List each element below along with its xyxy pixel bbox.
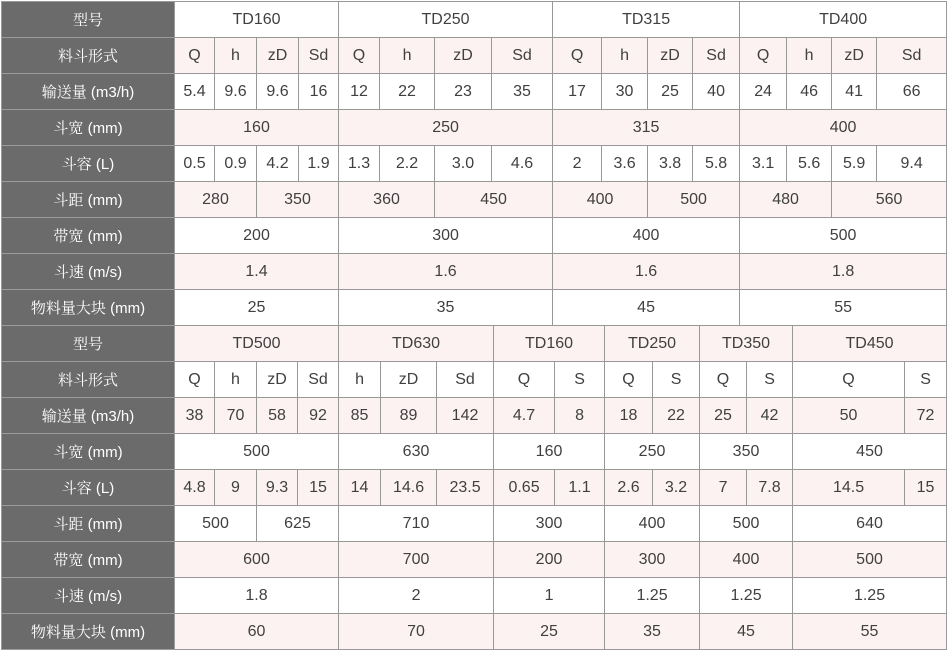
- spec-cell: 3.2: [653, 470, 700, 506]
- spec-cell: 2: [339, 578, 494, 614]
- spec-cell: 8: [555, 398, 605, 434]
- spec-cell: 160: [175, 110, 339, 146]
- spec-cell: 5.4: [175, 74, 215, 110]
- spec-cell: h: [380, 38, 435, 74]
- spec-cell: 35: [339, 290, 553, 326]
- table-row-belt-width: [2, 542, 947, 578]
- spec-cell: 400: [740, 110, 947, 146]
- spec-cell: 500: [175, 506, 257, 542]
- spec-cell: 3.8: [648, 146, 693, 182]
- spec-cell: 25: [175, 290, 339, 326]
- spec-cell: 625: [257, 506, 339, 542]
- spec-cell: 250: [605, 434, 700, 470]
- spec-cell: 60: [175, 614, 339, 650]
- model-name-cell: TD315: [553, 2, 740, 38]
- spec-cell: 45: [553, 290, 740, 326]
- row-label-max-lump-size: 物料量大块 (mm): [2, 290, 175, 326]
- spec-cell: S: [653, 362, 700, 398]
- spec-cell: 3.6: [602, 146, 648, 182]
- spec-cell: 25: [494, 614, 605, 650]
- spec-cell: 22: [653, 398, 700, 434]
- spec-cell: 4.6: [492, 146, 553, 182]
- spec-cell: 2: [553, 146, 602, 182]
- table-row-model: [2, 326, 947, 362]
- spec-cell: 450: [793, 434, 947, 470]
- spec-cell: 4.8: [175, 470, 215, 506]
- spec-cell: 400: [700, 542, 793, 578]
- spec-cell: 1.6: [553, 254, 740, 290]
- spec-cell: 92: [298, 398, 339, 434]
- model-name-cell: TD450: [793, 326, 947, 362]
- spec-cell: Sd: [877, 38, 947, 74]
- spec-cell: 350: [700, 434, 793, 470]
- spec-cell: 40: [693, 74, 740, 110]
- row-label-bucket-speed: 斗速 (m/s): [2, 578, 175, 614]
- row-label-bucket-speed: 斗速 (m/s): [2, 254, 175, 290]
- spec-cell: 25: [700, 398, 747, 434]
- spec-cell: 22: [380, 74, 435, 110]
- spec-cell: 4.7: [494, 398, 555, 434]
- spec-cell: 1.9: [299, 146, 339, 182]
- spec-cell: 30: [602, 74, 648, 110]
- spec-cell: 160: [494, 434, 605, 470]
- spec-cell: 0.5: [175, 146, 215, 182]
- spec-cell: 200: [494, 542, 605, 578]
- spec-cell: 630: [339, 434, 494, 470]
- spec-cell: h: [339, 362, 381, 398]
- row-label-capacity: 输送量 (m3/h): [2, 398, 175, 434]
- spec-cell: zD: [435, 38, 492, 74]
- spec-cell: 35: [605, 614, 700, 650]
- spec-cell: 1.1: [555, 470, 605, 506]
- table-row-bucket-type: [2, 362, 947, 398]
- row-label-belt-width: 带宽 (mm): [2, 218, 175, 254]
- spec-cell: zD: [832, 38, 877, 74]
- table-row-model: [2, 2, 947, 38]
- spec-cell: 18: [605, 398, 653, 434]
- spec-cell: Q: [494, 362, 555, 398]
- spec-cell: 14.5: [793, 470, 905, 506]
- model-name-cell: TD250: [339, 2, 553, 38]
- spec-cell: 480: [740, 182, 832, 218]
- model-name-cell: TD160: [494, 326, 605, 362]
- spec-cell: 1: [494, 578, 605, 614]
- table-row-bucket-volume: [2, 146, 947, 182]
- spec-cell: 400: [605, 506, 700, 542]
- spec-cell: 640: [793, 506, 947, 542]
- spec-cell: 23: [435, 74, 492, 110]
- spec-cell: 70: [215, 398, 257, 434]
- spec-cell: 4.2: [257, 146, 299, 182]
- spec-cell: 1.8: [175, 578, 339, 614]
- spec-cell: zD: [381, 362, 437, 398]
- row-label-capacity: 输送量 (m3/h): [2, 74, 175, 110]
- spec-cell: 9.6: [215, 74, 257, 110]
- spec-cell: zD: [257, 38, 299, 74]
- spec-cell: 300: [339, 218, 553, 254]
- spec-cell: 3.0: [435, 146, 492, 182]
- spec-cell: zD: [257, 362, 298, 398]
- spec-cell: 38: [175, 398, 215, 434]
- spec-cell: 7.8: [747, 470, 793, 506]
- spec-cell: 7: [700, 470, 747, 506]
- spec-cell: Q: [339, 38, 380, 74]
- table-row-max-lump-size: [2, 290, 947, 326]
- spec-cell: 1.3: [339, 146, 380, 182]
- spec-cell: 70: [339, 614, 494, 650]
- spec-cell: 560: [832, 182, 947, 218]
- spec-cell: h: [215, 362, 257, 398]
- table-row-capacity: [2, 398, 947, 434]
- spec-cell: 700: [339, 542, 494, 578]
- spec-cell: 400: [553, 182, 648, 218]
- spec-cell: 315: [553, 110, 740, 146]
- spec-cell: Sd: [492, 38, 553, 74]
- spec-cell: 42: [747, 398, 793, 434]
- model-name-cell: TD160: [175, 2, 339, 38]
- spec-cell: Q: [700, 362, 747, 398]
- spec-cell: 1.8: [740, 254, 947, 290]
- spec-cell: Sd: [299, 38, 339, 74]
- spec-cell: 280: [175, 182, 257, 218]
- spec-cell: 2.6: [605, 470, 653, 506]
- model-name-cell: TD400: [740, 2, 947, 38]
- table-row-bucket-width: [2, 110, 947, 146]
- spec-cell: 600: [175, 542, 339, 578]
- spec-table-1: [1, 1, 947, 326]
- spec-cell: Q: [605, 362, 653, 398]
- row-label-max-lump-size: 物料量大块 (mm): [2, 614, 175, 650]
- spec-cell: 142: [437, 398, 494, 434]
- row-label-bucket-width: 斗宽 (mm): [2, 110, 175, 146]
- spec-cell: 46: [787, 74, 832, 110]
- spec-cell: 85: [339, 398, 381, 434]
- spec-cell: 9.3: [257, 470, 298, 506]
- spec-cell: 450: [435, 182, 553, 218]
- row-label-bucket-pitch: 斗距 (mm): [2, 182, 175, 218]
- row-label-bucket-type: 料斗形式: [2, 38, 175, 74]
- spec-cell: S: [555, 362, 605, 398]
- spec-cell: 5.8: [693, 146, 740, 182]
- spec-cell: 500: [700, 506, 793, 542]
- spec-cell: 500: [175, 434, 339, 470]
- spec-cell: 500: [648, 182, 740, 218]
- table-row-max-lump-size: [2, 614, 947, 650]
- spec-cell: 1.25: [700, 578, 793, 614]
- spec-cell: 24: [740, 74, 787, 110]
- model-name-cell: TD630: [339, 326, 494, 362]
- spec-cell: S: [747, 362, 793, 398]
- spec-cell: 72: [905, 398, 947, 434]
- row-label-bucket-volume: 斗容 (L): [2, 146, 175, 182]
- table-row-bucket-pitch: [2, 506, 947, 542]
- spec-cell: 89: [381, 398, 437, 434]
- row-label-belt-width: 带宽 (mm): [2, 542, 175, 578]
- spec-cell: 9.4: [877, 146, 947, 182]
- table-row-bucket-speed: [2, 578, 947, 614]
- spec-cell: 300: [494, 506, 605, 542]
- spec-cell: 15: [298, 470, 339, 506]
- spec-cell: 0.65: [494, 470, 555, 506]
- spec-cell: 55: [793, 614, 947, 650]
- spec-cell: Sd: [437, 362, 494, 398]
- spec-cell: Sd: [693, 38, 740, 74]
- row-label-bucket-type: 料斗形式: [2, 362, 175, 398]
- spec-cell: 35: [492, 74, 553, 110]
- spec-cell: 360: [339, 182, 435, 218]
- spec-cell: 1.25: [793, 578, 947, 614]
- row-label-model: 型号: [2, 2, 175, 38]
- spec-cell: 14: [339, 470, 381, 506]
- spec-table-2: [1, 325, 947, 650]
- model-name-cell: TD250: [605, 326, 700, 362]
- spec-cell: 500: [793, 542, 947, 578]
- spec-cell: 5.6: [787, 146, 832, 182]
- spec-cell: 300: [605, 542, 700, 578]
- spec-cell: S: [905, 362, 947, 398]
- spec-cell: 1.25: [605, 578, 700, 614]
- table-row-bucket-pitch: [2, 182, 947, 218]
- spec-cell: Q: [553, 38, 602, 74]
- spec-cell: Q: [793, 362, 905, 398]
- row-label-model: 型号: [2, 326, 175, 362]
- table-row-bucket-type: [2, 38, 947, 74]
- spec-cell: h: [215, 38, 257, 74]
- spec-cell: 41: [832, 74, 877, 110]
- spec-cell: 58: [257, 398, 298, 434]
- spec-cell: 55: [740, 290, 947, 326]
- spec-cell: 250: [339, 110, 553, 146]
- table-row-capacity: [2, 74, 947, 110]
- spec-cell: 9.6: [257, 74, 299, 110]
- spec-cell: 12: [339, 74, 380, 110]
- spec-cell: 0.9: [215, 146, 257, 182]
- spec-cell: 15: [905, 470, 947, 506]
- spec-cell: 14.6: [381, 470, 437, 506]
- spec-cell: 66: [877, 74, 947, 110]
- row-label-bucket-width: 斗宽 (mm): [2, 434, 175, 470]
- spec-cell: 350: [257, 182, 339, 218]
- spec-cell: 9: [215, 470, 257, 506]
- table-row-bucket-width: [2, 434, 947, 470]
- spec-cell: h: [787, 38, 832, 74]
- table-row-bucket-speed: [2, 254, 947, 290]
- row-label-bucket-volume: 斗容 (L): [2, 470, 175, 506]
- spec-cell: 16: [299, 74, 339, 110]
- spec-cell: 50: [793, 398, 905, 434]
- spec-cell: 1.4: [175, 254, 339, 290]
- spec-cell: 17: [553, 74, 602, 110]
- table-row-belt-width: [2, 218, 947, 254]
- spec-cell: zD: [648, 38, 693, 74]
- row-label-bucket-pitch: 斗距 (mm): [2, 506, 175, 542]
- spec-cell: h: [602, 38, 648, 74]
- model-name-cell: TD500: [175, 326, 339, 362]
- spec-cell: 3.1: [740, 146, 787, 182]
- spec-cell: 1.6: [339, 254, 553, 290]
- table-row-bucket-volume: [2, 470, 947, 506]
- spec-cell: 710: [339, 506, 494, 542]
- spec-cell: 2.2: [380, 146, 435, 182]
- spec-cell: 45: [700, 614, 793, 650]
- spec-cell: Q: [175, 38, 215, 74]
- model-name-cell: TD350: [700, 326, 793, 362]
- spec-cell: 5.9: [832, 146, 877, 182]
- spec-cell: 400: [553, 218, 740, 254]
- spec-cell: 25: [648, 74, 693, 110]
- spec-cell: Sd: [298, 362, 339, 398]
- spec-cell: 500: [740, 218, 947, 254]
- spec-cell: 200: [175, 218, 339, 254]
- spec-cell: Q: [175, 362, 215, 398]
- spec-cell: 23.5: [437, 470, 494, 506]
- spec-cell: Q: [740, 38, 787, 74]
